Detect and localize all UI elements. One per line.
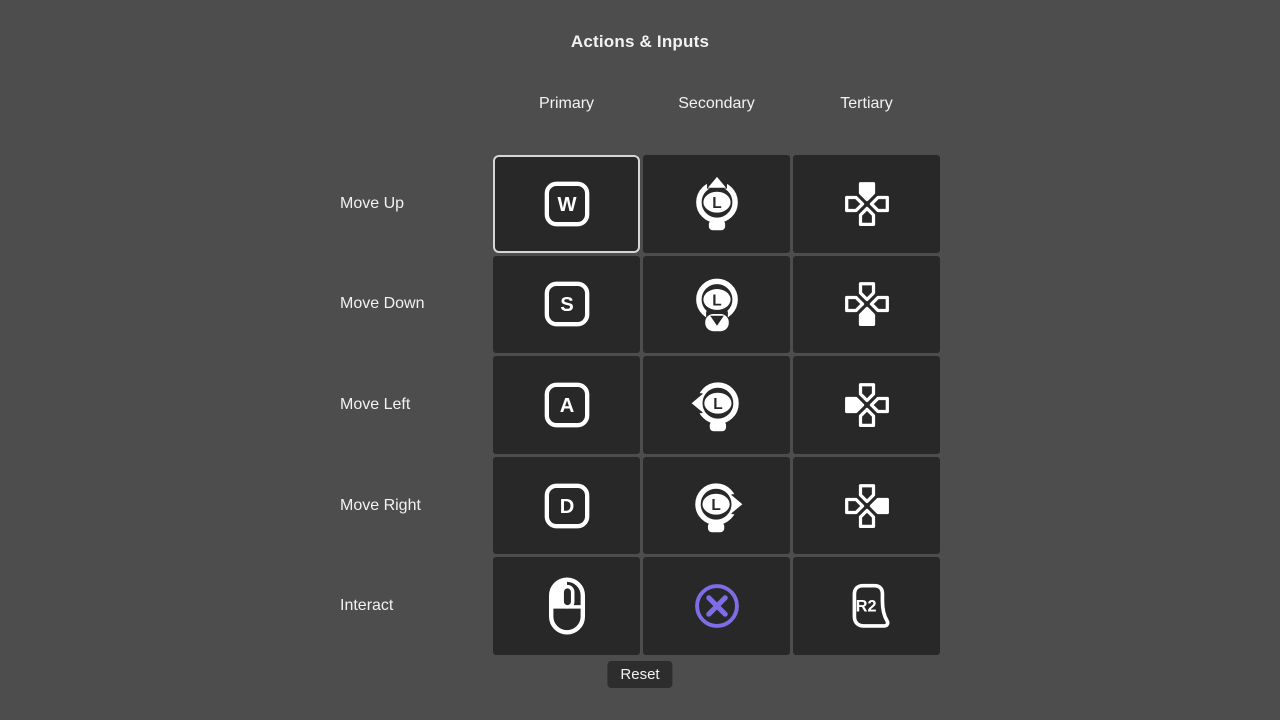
svg-text:L: L — [712, 396, 723, 414]
dpad-down-icon — [841, 278, 893, 330]
binding-cell-move-left-primary[interactable] — [493, 356, 640, 454]
binding-grid — [493, 155, 940, 655]
dpad-right-icon — [841, 480, 893, 532]
binding-cell-move-left-tertiary[interactable] — [793, 356, 940, 454]
svg-text:A: A — [559, 395, 574, 418]
dpad-up-icon — [841, 178, 893, 230]
svg-text:W: W — [556, 193, 577, 216]
column-header-secondary: Secondary — [678, 95, 755, 112]
left-stick-right-icon — [688, 476, 746, 536]
left-stick-left-icon — [688, 375, 746, 435]
binding-cell-interact-secondary[interactable] — [643, 557, 790, 655]
svg-text:L: L — [711, 194, 722, 212]
binding-cell-move-right-primary[interactable] — [493, 457, 640, 555]
left-stick-up-icon — [688, 174, 746, 234]
key-a-icon — [543, 381, 591, 429]
r2-trigger-icon — [841, 579, 893, 633]
binding-cell-move-up-primary[interactable] — [493, 155, 640, 253]
svg-text:S: S — [559, 294, 574, 317]
action-label-move-left: Move Left — [340, 395, 411, 413]
binding-cell-move-right-tertiary[interactable] — [793, 457, 940, 555]
action-label-move-down: Move Down — [340, 295, 425, 313]
action-label-interact: Interact — [340, 597, 394, 615]
column-header-tertiary: Tertiary — [840, 95, 893, 112]
binding-cell-move-down-tertiary[interactable] — [793, 256, 940, 354]
svg-text:R2: R2 — [855, 597, 877, 616]
binding-cell-move-down-primary[interactable] — [493, 256, 640, 354]
action-row-labels — [340, 155, 490, 655]
page-title: Actions & Inputs — [570, 32, 710, 51]
action-label-move-up: Move Up — [340, 194, 405, 212]
key-w-icon — [543, 180, 591, 228]
binding-cell-move-down-secondary[interactable] — [643, 256, 790, 354]
binding-cell-interact-primary[interactable] — [493, 557, 640, 655]
binding-cell-move-left-secondary[interactable] — [643, 356, 790, 454]
column-header-primary: Primary — [538, 95, 595, 112]
binding-cell-move-up-secondary[interactable] — [643, 155, 790, 253]
svg-text:L: L — [711, 292, 722, 310]
binding-cell-move-right-secondary[interactable] — [643, 457, 790, 555]
key-s-icon — [543, 280, 591, 328]
binding-cell-interact-tertiary[interactable] — [793, 557, 940, 655]
ps-cross-button-icon — [692, 581, 742, 631]
mouse-left-click-icon — [544, 577, 590, 635]
left-stick-down-icon — [688, 274, 746, 334]
column-headers — [493, 95, 940, 113]
key-d-icon — [543, 482, 591, 530]
reset-button[interactable]: Reset — [607, 661, 672, 688]
dpad-left-icon — [841, 379, 893, 431]
action-label-move-right: Move Right — [340, 496, 421, 514]
svg-text:L: L — [710, 496, 721, 514]
svg-text:D: D — [559, 495, 574, 518]
binding-cell-move-up-tertiary[interactable] — [793, 155, 940, 253]
